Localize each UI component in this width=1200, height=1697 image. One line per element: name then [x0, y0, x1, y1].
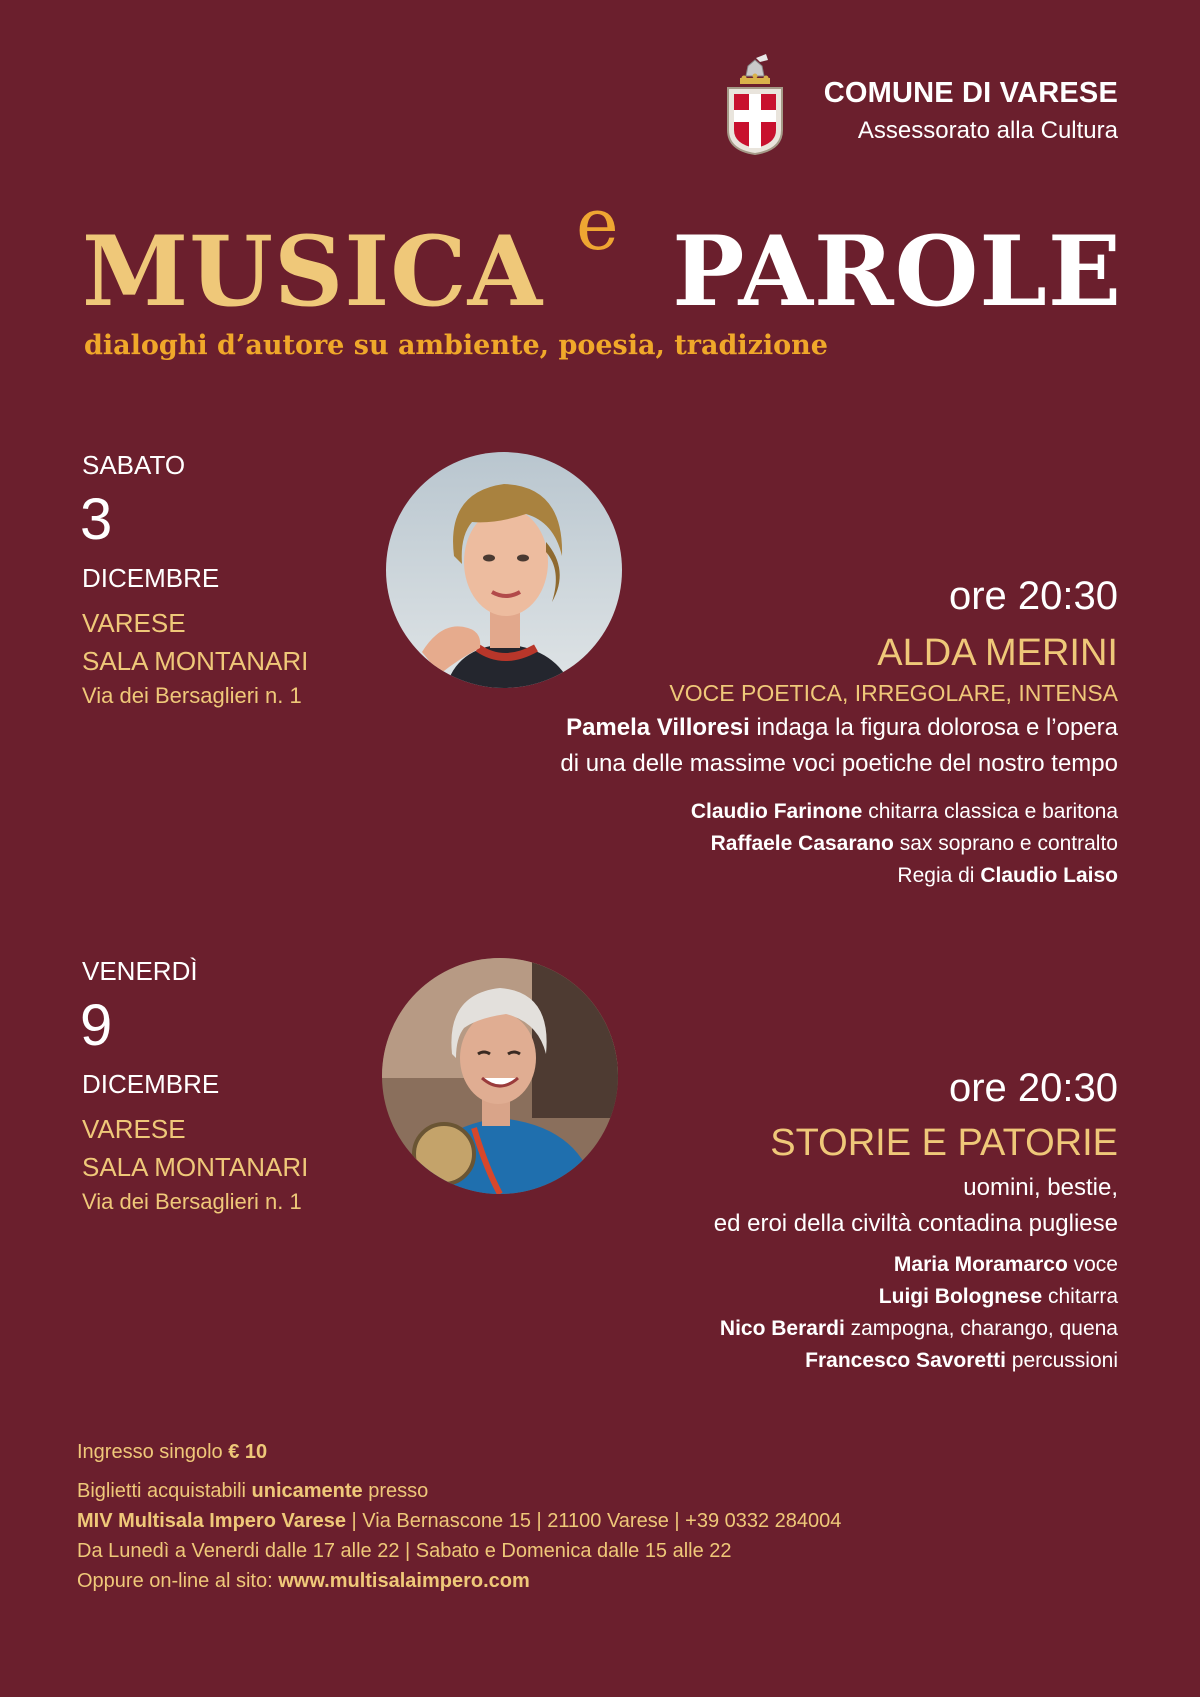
series-subtitle: dialoghi d’autore su ambiente, poesia, tradizione — [84, 330, 828, 361]
tickets-suffix: presso — [362, 1480, 429, 1502]
event1-time: ore 20:30 — [948, 574, 1118, 618]
event-series-title — [82, 182, 1122, 332]
event2-credit-3 — [720, 1313, 1118, 1345]
footer-price — [77, 1441, 267, 1464]
event2-credit-1 — [720, 1249, 1118, 1281]
event1-subtitle: VOCE POETICA, IRREGOLARE, INTENSA — [669, 680, 1118, 706]
credit-role: zampogna, charango, quena — [844, 1317, 1118, 1340]
assessorato-name: Assessorato alla Cultura — [857, 117, 1118, 144]
event2-desc-line1: uomini, bestie, — [963, 1174, 1118, 1201]
event1-city: VARESE — [82, 608, 186, 638]
footer-hours: Da Lunedì a Venerdi dalle 17 alle 22 | Sabato e Domenica dalle 15 alle 22 — [77, 1540, 732, 1562]
event2-credits — [720, 1249, 1118, 1377]
footer-tickets-info — [77, 1480, 428, 1503]
event2-month: DICEMBRE — [82, 1069, 220, 1099]
credit-name: Nico Berardi — [719, 1317, 845, 1340]
credit-role: percussioni — [1005, 1349, 1118, 1372]
event1-desc-line2: di una delle massime voci poetiche del nostro tempo — [560, 750, 1118, 777]
credit-name: Luigi Bolognese — [878, 1285, 1043, 1308]
online-prefix: Oppure on-line al sito: — [77, 1570, 279, 1592]
title-connector: e — [576, 182, 619, 266]
ticket-venue-details: | Via Bernascone 15 | 21100 Varese | +39 0332 284004 — [346, 1510, 842, 1532]
event1-desc-line1: indaga la figura dolorosa e l’opera — [749, 714, 1118, 741]
event2-description — [714, 1170, 1118, 1242]
title-musica: MUSICA — [82, 215, 544, 328]
event2-performer-photo — [382, 958, 618, 1194]
event2-time: ore 20:30 — [948, 1066, 1118, 1110]
event1-credit-1 — [691, 796, 1118, 828]
event1-performer-photo — [386, 452, 622, 688]
event1-month: DICEMBRE — [82, 563, 220, 593]
credit-role: chitarra classica e baritona — [862, 800, 1118, 823]
footer-venue — [77, 1510, 841, 1533]
event1-address: Via dei Bersaglieri n. 1 — [82, 683, 302, 708]
website-link[interactable]: www.multisalaimpero.com — [278, 1570, 530, 1592]
event1-lead-performer: Pamela Villoresi — [566, 714, 750, 741]
event1-direction — [691, 860, 1118, 892]
event1-day-name: SABATO — [82, 450, 186, 480]
title-parole: PAROLE — [672, 215, 1122, 328]
ticket-venue-name: MIV Multisala Impero Varese — [77, 1510, 346, 1532]
direction-prefix: Regia di — [897, 864, 981, 887]
comune-crest-icon — [722, 54, 788, 156]
director-name: Claudio Laiso — [980, 864, 1118, 887]
event1-day-number: 3 — [80, 487, 113, 552]
credit-role: voce — [1067, 1253, 1118, 1276]
event2-credit-4 — [720, 1345, 1118, 1377]
event2-day-number: 9 — [80, 993, 113, 1058]
credit-role: sax soprano e contralto — [893, 832, 1118, 855]
credit-name: Raffaele Casarano — [710, 832, 894, 855]
event1-hall: SALA MONTANARI — [82, 646, 309, 676]
credit-name: Francesco Savoretti — [805, 1349, 1006, 1372]
event2-credit-2 — [720, 1281, 1118, 1313]
comune-name: COMUNE DI VARESE — [823, 77, 1118, 109]
event2-title: STORIE E PATORIE — [770, 1122, 1118, 1164]
credit-name: Claudio Farinone — [690, 800, 863, 823]
tickets-emphasis: unicamente — [251, 1480, 363, 1502]
event2-day-name: VENERDÌ — [82, 956, 198, 986]
event2-city: VARESE — [82, 1114, 186, 1144]
event2-address: Via dei Bersaglieri n. 1 — [82, 1189, 302, 1214]
tickets-prefix: Biglietti acquistabili — [77, 1480, 252, 1502]
event1-description — [560, 710, 1118, 782]
event1-credit-2 — [691, 828, 1118, 860]
price-label: Ingresso singolo — [77, 1441, 229, 1463]
event2-hall: SALA MONTANARI — [82, 1152, 309, 1182]
event2-desc-line2: ed eroi della civiltà contadina pugliese — [713, 1210, 1118, 1237]
credit-role: chitarra — [1042, 1285, 1118, 1308]
credit-name: Maria Moramarco — [893, 1253, 1068, 1276]
event1-title: ALDA MERINI — [877, 632, 1118, 674]
event1-credits — [691, 796, 1118, 892]
price-value: € 10 — [228, 1441, 268, 1463]
footer-online — [77, 1570, 530, 1593]
